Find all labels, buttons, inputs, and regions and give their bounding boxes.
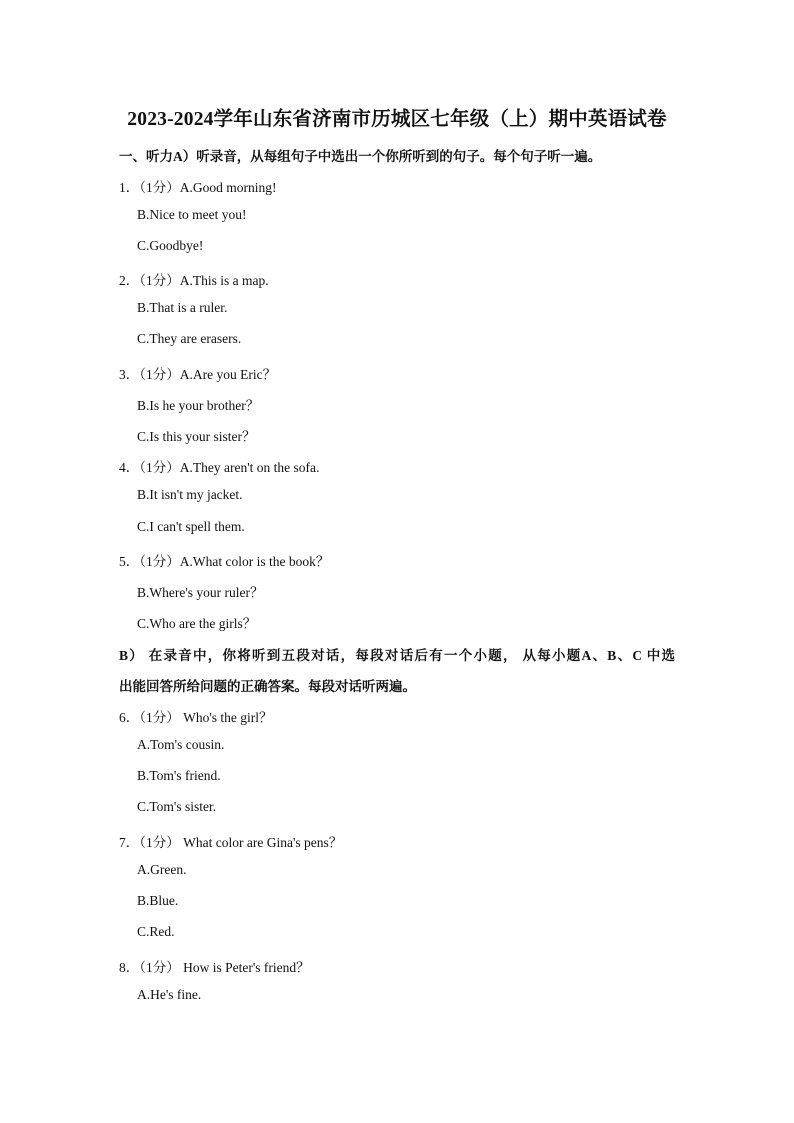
question-3-stem: 3．（1分）A.Are you Eric？ (119, 367, 277, 382)
question-5-option-c: C.Who are the girls？ (137, 616, 257, 631)
question-7-option-a: A.Green. (137, 862, 187, 877)
question-6-option-c: C.Tom's sister. (137, 799, 217, 814)
question-3-option-b: B.Is he your brother？ (137, 398, 260, 413)
part-b-heading-line-1: B） 在录音中，你将听到五段对话，每段对话后有一个小题， 从每小题A、B、C 中选 (119, 648, 675, 663)
exam-title: 2023-2024学年山东省济南市历城区七年级（上）期中英语试卷 (127, 109, 667, 130)
question-2-option-b: B.That is a ruler. (137, 300, 228, 315)
question-4-option-c: C.I can't spell them. (137, 519, 245, 534)
question-6-option-a: A.Tom's cousin. (137, 737, 225, 752)
part-a-heading: 一、听力A）听录音，从每组句子中选出一个你所听到的句子。每个句子听一遍。 (119, 149, 602, 164)
question-8-option-a: A.He's fine. (137, 987, 202, 1002)
question-3-option-c: C.Is this your sister？ (137, 429, 256, 444)
question-4-stem: 4．（1分）A.They aren't on the sofa. (119, 460, 320, 475)
question-5-option-b: B.Where's your ruler？ (137, 585, 264, 600)
question-5-stem: 5．（1分）A.What color is the book？ (119, 554, 330, 569)
part-b-heading-line-2: 出能回答所给问题的正确答案。每段对话听两遍。 (119, 679, 416, 694)
question-2-stem: 2．（1分）A.This is a map. (119, 273, 269, 288)
question-7-stem: 7．（1分） What color are Gina's pens？ (119, 835, 343, 850)
question-6-stem: 6．（1分） Who's the girl？ (119, 710, 273, 725)
question-7-option-b: B.Blue. (137, 893, 179, 908)
question-4-option-b: B.It isn't my jacket. (137, 487, 243, 502)
question-1-stem: 1．（1分）A.Good morning! (119, 180, 277, 195)
question-1-option-c: C.Goodbye! (137, 238, 204, 253)
question-1-option-b: B.Nice to meet you! (137, 207, 247, 222)
question-6-option-b: B.Tom's friend. (137, 768, 221, 783)
question-7-option-c: C.Red. (137, 924, 175, 939)
question-8-stem: 8．（1分） How is Peter's friend？ (119, 960, 310, 975)
question-2-option-c: C.They are erasers. (137, 331, 242, 346)
